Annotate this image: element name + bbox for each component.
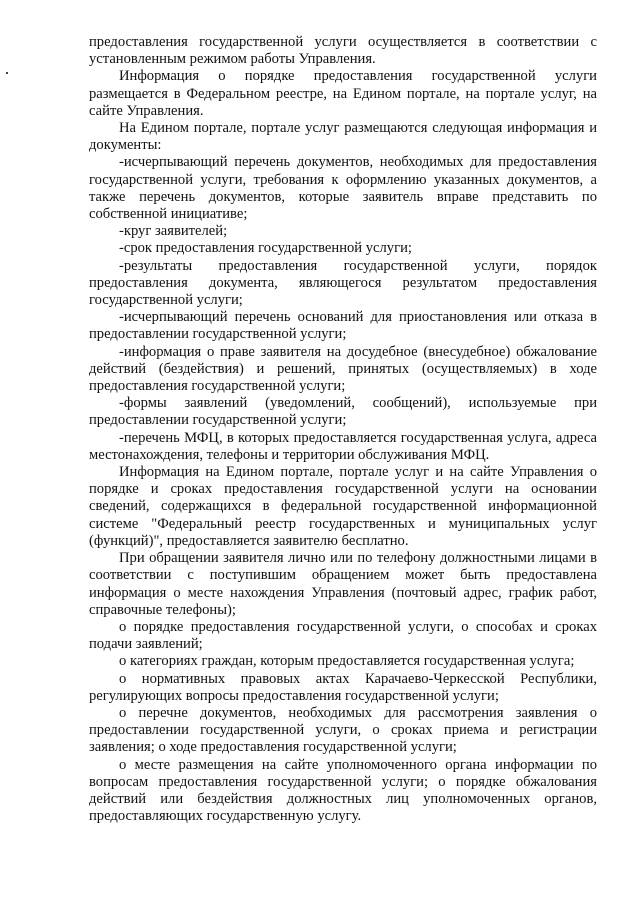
scan-speck [6,72,8,74]
paragraph-free-info: Информация на Едином портале, портале услуг и на сайте Управления о порядке и сроках предоставления государственной услуги на основании сведений, содержащихся в федеральной государственной информационной системе "Федеральный реестр государственных и муниципальных услуг (функций)", предоставляется заявителю бесплатно. [89,464,597,549]
info-item-document-list: о перечне документов, необходимых для рассмотрения заявления о предоставлении государственной услуги, о сроках приема и регистрации заявления; о ходе предоставления государственной услуги; [89,704,597,756]
list-item-applicants: -круг заявителей; [119,223,228,240]
paragraph-personal-appeal: При обращении заявителя лично или по телефону должностными лицами в соответствии с поступившим обращением может быть предоставлена информация о месте нахождения Управления (почтовый адрес, график работ, справочные телефоны); [89,550,597,618]
info-item-legal-acts: о нормативных правовых актах Карачаево-Черкесской Республики, регулирующих вопросы предоставления государственной услуги; [89,670,597,704]
paragraph-2: Информация о порядке предоставления государственной услуги размещается в Федеральном реестре, на Едином портале, на портале услуг, на сайте Управления. [89,68,597,119]
paragraph-3: На Едином портале, портале услуг размещаются следующая информация и документы: [89,120,597,154]
list-item-mfc: -перечень МФЦ, в которых предоставляется государственная услуга, адреса местонахождения, телефоны и территории обслуживания МФЦ. [89,429,597,463]
list-item-results: -результаты предоставления государственной услуги, порядок предоставления документа, являющегося результатом предоставления государственной услуги; [89,257,597,309]
info-item-procedure: о порядке предоставления государственной услуги, о способах и сроках подачи заявлений; [89,618,597,653]
info-item-categories: о категориях граждан, которым предоставляется государственная услуга; [119,653,575,670]
list-item-forms: -формы заявлений (уведомлений, сообщений), используемые при предоставлении государственной услуги; [89,395,597,429]
document-body [89,34,597,825]
paragraph-1: предоставления государственной услуги осуществляется в соответствии с установленным режимом работы Управления. [89,34,597,68]
info-item-site-placement: о месте размещения на сайте уполномоченного органа информации по вопросам предоставления государственной услуги; о порядке обжалования действий или бездействия должностных лиц уполномоченных органов, предоставляющих государственную услугу. [89,756,597,825]
list-item-term: -срок предоставления государственной услуги; [119,240,412,257]
list-item-refusal-grounds: -исчерпывающий перечень оснований для приостановления или отказа в предоставлении государственной услуги; [89,309,597,343]
list-item-documents: -исчерпывающий перечень документов, необходимых для предоставления государственной услуги, требования к оформлению указанных документов, а также перечень документов, которые заявитель вправе представить по собственной инициативе; [89,154,597,223]
list-item-appeal-right: -информация о праве заявителя на досудебное (внесудебное) обжалование действий (бездействия) и решений, принятых (осуществляемых) в ходе предоставления государственной услуги; [89,343,597,395]
